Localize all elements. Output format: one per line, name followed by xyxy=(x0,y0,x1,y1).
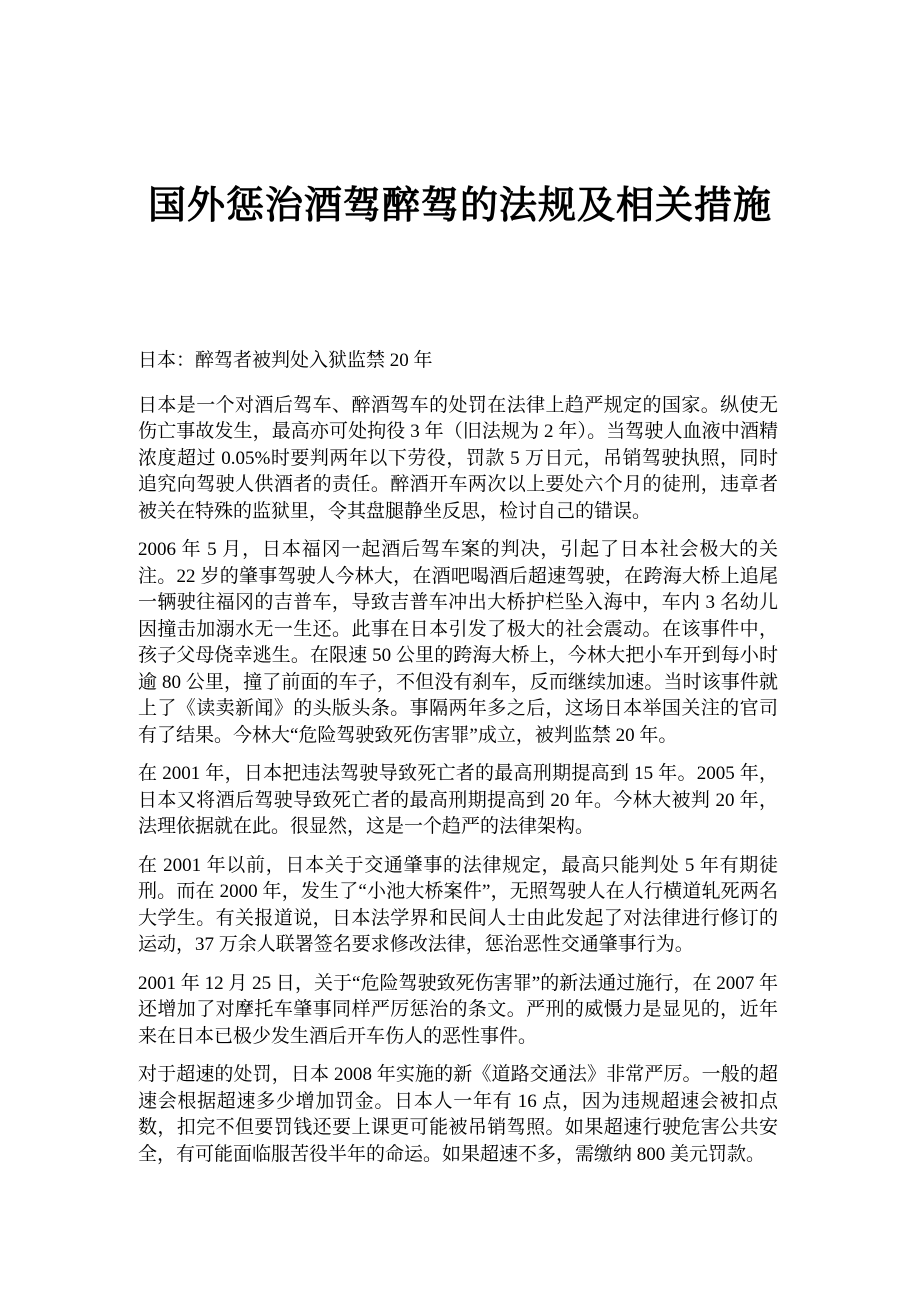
section-heading-japan: 日本：醉驾者被判处入狱监禁 20 年 xyxy=(138,350,433,371)
document-title: 国外惩治酒驾醉驾的法规及相关措施 xyxy=(147,185,772,227)
paragraph-3: 在 2001 年，日本把违法驾驶导致死亡者的最高刑期提高到 15 年。2005 年，日本又将酒后驾驶导致死亡者的最高刑期提高到 20 年。今林大被判 20 年，法理依据就在此。很显然，这是一个趋严的法律架构。 xyxy=(138,763,778,837)
paragraph-1: 日本是一个对酒后驾车、醉酒驾车的处罚在法律上趋严规定的国家。纵使无伤亡事故发生，最高亦可处拘役 3 年（旧法规为 2 年）。当驾驶人血液中酒精浓度超过 0.05%时要判两年以下劳役，罚款 5 万日元，吊销驾驶执照，同时追究向驾驶人供酒者的责任。醉酒开车两次以上要处六个月的徒刑，违章者被关在特殊的监狱里，令其盘腿静坐反思，检讨自己的错误。 xyxy=(138,394,778,522)
document-body xyxy=(138,348,778,1168)
paragraph-6: 对于超速的处罚，日本 2008 年实施的新《道路交通法》非常严厉。一般的超速会根据超速多少增加罚金。日本人一年有 16 点，因为违规超速会被扣点数，扣完不但要罚钱还要上课更可能被吊销驾照。如果超速行驶危害公共安全，有可能面临服苦役半年的命运。如果超速不多，需缴纳 800 美元罚款。 xyxy=(138,1064,778,1165)
paragraph-5: 2001 年 12 月 25 日，关于“危险驾驶致死伤害罪”的新法通过施行，在 2007 年还增加了对摩托车肇事同样严厉惩治的条文。严刑的威慑力是显见的，近年来在日本已极少发生酒后开车伤人的恶性事件。 xyxy=(138,972,778,1047)
paragraph-2: 2006 年 5 月，日本福冈一起酒后驾车案的判决，引起了日本社会极大的关注。22 岁的肇事驾驶人今林大，在酒吧喝酒后超速驾驶，在跨海大桥上追尾一辆驶往福冈的吉普车，导致吉普车冲出大桥护栏坠入海中，车内 3 名幼儿因撞击加溺水无一生还。此事在日本引发了极大的社会震动。在该事件中，孩子父母侥幸逃生。在限速 50 公里的跨海大桥上，今林大把小车开到每小时逾 80 公里，撞了前面的车子，不但没有刹车，反而继续加速。当时该事件就上了《读卖新闻》的头版头条。事隔两年多之后，这场日本举国关注的官司有了结果。今林大“危险驾驶致死伤害罪”成立，被判监禁 20 年。 xyxy=(138,539,778,746)
paragraph-4: 在 2001 年以前，日本关于交通肇事的法律规定，最高只能判处 5 年有期徒刑。而在 2000 年，发生了“小池大桥案件”，无照驾驶人在人行横道轧死两名大学生。有关报道说，日本法学界和民间人士由此发起了对法律进行修订的运动，37 万余人联署签名要求修改法律，惩治恶性交通肇事行为。 xyxy=(138,854,778,955)
